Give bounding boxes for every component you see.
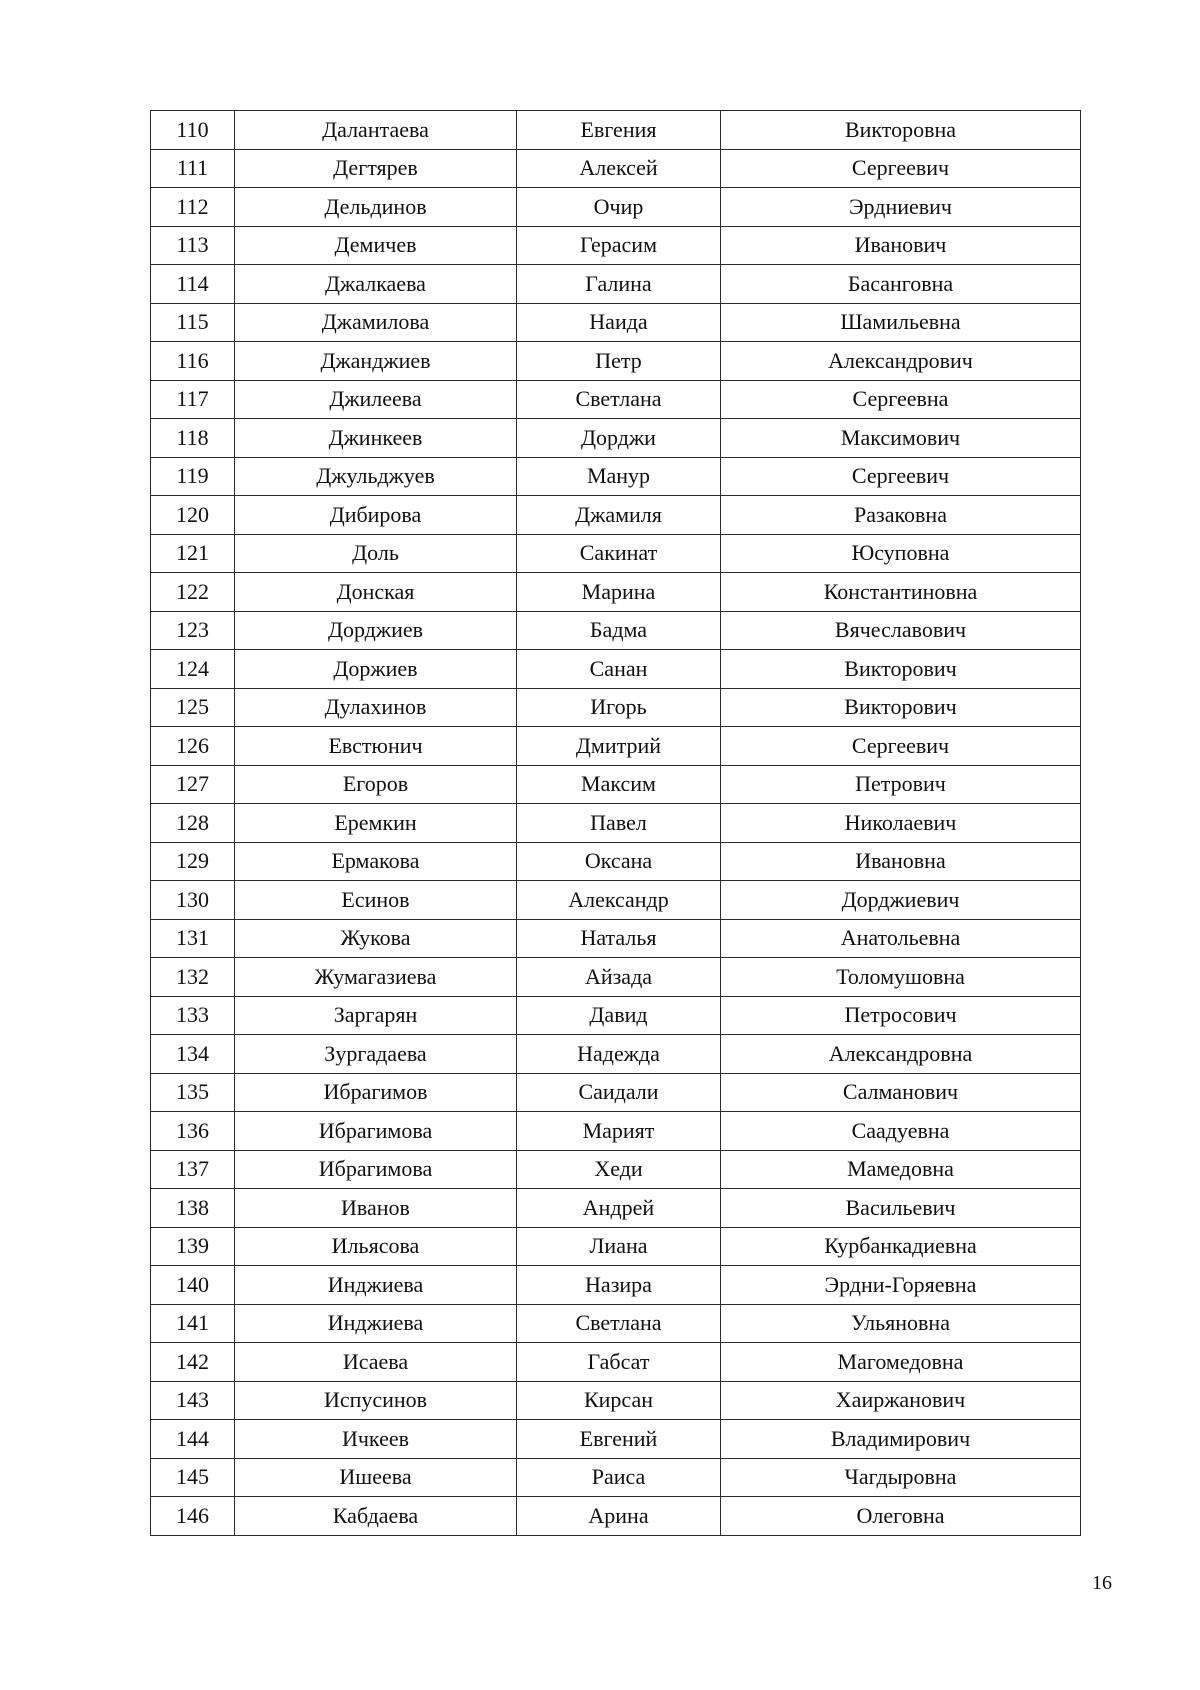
last-name: Испусинов [235, 1381, 517, 1420]
table-row [151, 1497, 1081, 1536]
last-name: Ишеева [235, 1458, 517, 1497]
patronymic: Владимирович [721, 1420, 1081, 1459]
patronymic: Александровна [721, 1035, 1081, 1074]
patronymic: Сергеевна [721, 380, 1081, 419]
last-name: Заргарян [235, 996, 517, 1035]
patronymic: Шамильевна [721, 303, 1081, 342]
row-number: 134 [151, 1035, 235, 1074]
first-name: Герасим [517, 226, 721, 265]
table-row [151, 534, 1081, 573]
last-name: Евстюнич [235, 727, 517, 766]
last-name: Ибрагимов [235, 1073, 517, 1112]
last-name: Джилеева [235, 380, 517, 419]
last-name: Ибрагимова [235, 1112, 517, 1151]
table-row [151, 1189, 1081, 1228]
row-number: 143 [151, 1381, 235, 1420]
first-name: Галина [517, 265, 721, 304]
last-name: Джинкеев [235, 419, 517, 458]
row-number: 138 [151, 1189, 235, 1228]
table-row [151, 881, 1081, 920]
row-number: 117 [151, 380, 235, 419]
patronymic: Викторович [721, 650, 1081, 689]
table-row [151, 380, 1081, 419]
patronymic: Разаковна [721, 496, 1081, 535]
table-row [151, 804, 1081, 843]
table-row [151, 1304, 1081, 1343]
patronymic: Константиновна [721, 573, 1081, 612]
patronymic: Олеговна [721, 1497, 1081, 1536]
first-name: Наида [517, 303, 721, 342]
row-number: 112 [151, 188, 235, 227]
table-row [151, 419, 1081, 458]
first-name: Марият [517, 1112, 721, 1151]
first-name: Айзада [517, 958, 721, 997]
first-name: Арина [517, 1497, 721, 1536]
table-row [151, 457, 1081, 496]
row-number: 137 [151, 1150, 235, 1189]
row-number: 123 [151, 611, 235, 650]
table-row [151, 958, 1081, 997]
first-name: Алексей [517, 149, 721, 188]
row-number: 142 [151, 1343, 235, 1382]
first-name: Дорджи [517, 419, 721, 458]
patronymic: Салманович [721, 1073, 1081, 1112]
table-row [151, 1227, 1081, 1266]
patronymic: Толомушовна [721, 958, 1081, 997]
patronymic: Хаиржанович [721, 1381, 1081, 1420]
patronymic: Александрович [721, 342, 1081, 381]
table-row [151, 1266, 1081, 1305]
table-row [151, 1035, 1081, 1074]
row-number: 132 [151, 958, 235, 997]
last-name: Джамилова [235, 303, 517, 342]
table-row [151, 650, 1081, 689]
roster-table-body [151, 111, 1081, 1536]
patronymic: Ивановна [721, 842, 1081, 881]
first-name: Светлана [517, 1304, 721, 1343]
row-number: 113 [151, 226, 235, 265]
first-name: Максим [517, 765, 721, 804]
last-name: Демичев [235, 226, 517, 265]
row-number: 128 [151, 804, 235, 843]
table-row [151, 188, 1081, 227]
table-row [151, 573, 1081, 612]
row-number: 120 [151, 496, 235, 535]
first-name: Андрей [517, 1189, 721, 1228]
roster-table [150, 110, 1081, 1536]
first-name: Александр [517, 881, 721, 920]
table-row [151, 265, 1081, 304]
last-name: Есинов [235, 881, 517, 920]
last-name: Доль [235, 534, 517, 573]
table-row [151, 1343, 1081, 1382]
row-number: 124 [151, 650, 235, 689]
patronymic: Васильевич [721, 1189, 1081, 1228]
row-number: 114 [151, 265, 235, 304]
first-name: Игорь [517, 688, 721, 727]
row-number: 129 [151, 842, 235, 881]
first-name: Наталья [517, 919, 721, 958]
table-row [151, 765, 1081, 804]
first-name: Евгения [517, 111, 721, 150]
table-row [151, 1112, 1081, 1151]
patronymic: Сергеевич [721, 149, 1081, 188]
last-name: Жумагазиева [235, 958, 517, 997]
last-name: Кабдаева [235, 1497, 517, 1536]
patronymic: Басанговна [721, 265, 1081, 304]
first-name: Павел [517, 804, 721, 843]
row-number: 115 [151, 303, 235, 342]
row-number: 111 [151, 149, 235, 188]
first-name: Манур [517, 457, 721, 496]
row-number: 140 [151, 1266, 235, 1305]
row-number: 146 [151, 1497, 235, 1536]
last-name: Жукова [235, 919, 517, 958]
last-name: Ильясова [235, 1227, 517, 1266]
table-row [151, 842, 1081, 881]
table-row [151, 727, 1081, 766]
first-name: Раиса [517, 1458, 721, 1497]
patronymic: Сергеевич [721, 727, 1081, 766]
patronymic: Иванович [721, 226, 1081, 265]
first-name: Петр [517, 342, 721, 381]
last-name: Дулахинов [235, 688, 517, 727]
row-number: 121 [151, 534, 235, 573]
row-number: 127 [151, 765, 235, 804]
first-name: Лиана [517, 1227, 721, 1266]
row-number: 125 [151, 688, 235, 727]
first-name: Габсат [517, 1343, 721, 1382]
row-number: 135 [151, 1073, 235, 1112]
row-number: 119 [151, 457, 235, 496]
page-number: 16 [1092, 1572, 1112, 1594]
last-name: Ермакова [235, 842, 517, 881]
last-name: Зургадаева [235, 1035, 517, 1074]
patronymic: Дорджиевич [721, 881, 1081, 920]
table-row [151, 111, 1081, 150]
last-name: Дорджиев [235, 611, 517, 650]
last-name: Далантаева [235, 111, 517, 150]
first-name: Хеди [517, 1150, 721, 1189]
last-name: Ибрагимова [235, 1150, 517, 1189]
row-number: 144 [151, 1420, 235, 1459]
patronymic: Максимович [721, 419, 1081, 458]
first-name: Саидали [517, 1073, 721, 1112]
last-name: Ичкеев [235, 1420, 517, 1459]
row-number: 141 [151, 1304, 235, 1343]
row-number: 131 [151, 919, 235, 958]
row-number: 126 [151, 727, 235, 766]
table-row [151, 688, 1081, 727]
last-name: Доржиев [235, 650, 517, 689]
first-name: Надежда [517, 1035, 721, 1074]
table-row [151, 496, 1081, 535]
patronymic: Сергеевич [721, 457, 1081, 496]
last-name: Джалкаева [235, 265, 517, 304]
row-number: 130 [151, 881, 235, 920]
table-row [151, 1150, 1081, 1189]
table-row [151, 303, 1081, 342]
row-number: 145 [151, 1458, 235, 1497]
row-number: 122 [151, 573, 235, 612]
patronymic: Курбанкадиевна [721, 1227, 1081, 1266]
last-name: Инджиева [235, 1266, 517, 1305]
first-name: Санан [517, 650, 721, 689]
patronymic: Петрович [721, 765, 1081, 804]
table-row [151, 1073, 1081, 1112]
first-name: Сакинат [517, 534, 721, 573]
patronymic: Викторовна [721, 111, 1081, 150]
patronymic: Чагдыровна [721, 1458, 1081, 1497]
last-name: Донская [235, 573, 517, 612]
row-number: 116 [151, 342, 235, 381]
table-row [151, 1381, 1081, 1420]
patronymic: Вячеславович [721, 611, 1081, 650]
table-row [151, 996, 1081, 1035]
patronymic: Эрдни-Горяевна [721, 1266, 1081, 1305]
row-number: 118 [151, 419, 235, 458]
first-name: Назира [517, 1266, 721, 1305]
first-name: Очир [517, 188, 721, 227]
patronymic: Викторович [721, 688, 1081, 727]
patronymic: Магомедовна [721, 1343, 1081, 1382]
patronymic: Мамедовна [721, 1150, 1081, 1189]
patronymic: Ульяновна [721, 1304, 1081, 1343]
table-row [151, 611, 1081, 650]
patronymic: Николаевич [721, 804, 1081, 843]
table-row [151, 919, 1081, 958]
table-row [151, 1420, 1081, 1459]
table-row [151, 149, 1081, 188]
table-row [151, 342, 1081, 381]
patronymic: Эрдниевич [721, 188, 1081, 227]
last-name: Еремкин [235, 804, 517, 843]
row-number: 133 [151, 996, 235, 1035]
first-name: Евгений [517, 1420, 721, 1459]
first-name: Светлана [517, 380, 721, 419]
table-row [151, 226, 1081, 265]
last-name: Дибирова [235, 496, 517, 535]
table-row [151, 1458, 1081, 1497]
last-name: Дельдинов [235, 188, 517, 227]
first-name: Кирсан [517, 1381, 721, 1420]
first-name: Марина [517, 573, 721, 612]
last-name: Егоров [235, 765, 517, 804]
last-name: Джанджиев [235, 342, 517, 381]
last-name: Иванов [235, 1189, 517, 1228]
first-name: Давид [517, 996, 721, 1035]
patronymic: Саадуевна [721, 1112, 1081, 1151]
first-name: Джамиля [517, 496, 721, 535]
last-name: Инджиева [235, 1304, 517, 1343]
last-name: Дегтярев [235, 149, 517, 188]
row-number: 136 [151, 1112, 235, 1151]
first-name: Бадма [517, 611, 721, 650]
last-name: Джульджуев [235, 457, 517, 496]
row-number: 139 [151, 1227, 235, 1266]
first-name: Оксана [517, 842, 721, 881]
last-name: Исаева [235, 1343, 517, 1382]
patronymic: Анатольевна [721, 919, 1081, 958]
patronymic: Петросович [721, 996, 1081, 1035]
row-number: 110 [151, 111, 235, 150]
patronymic: Юсуповна [721, 534, 1081, 573]
first-name: Дмитрий [517, 727, 721, 766]
